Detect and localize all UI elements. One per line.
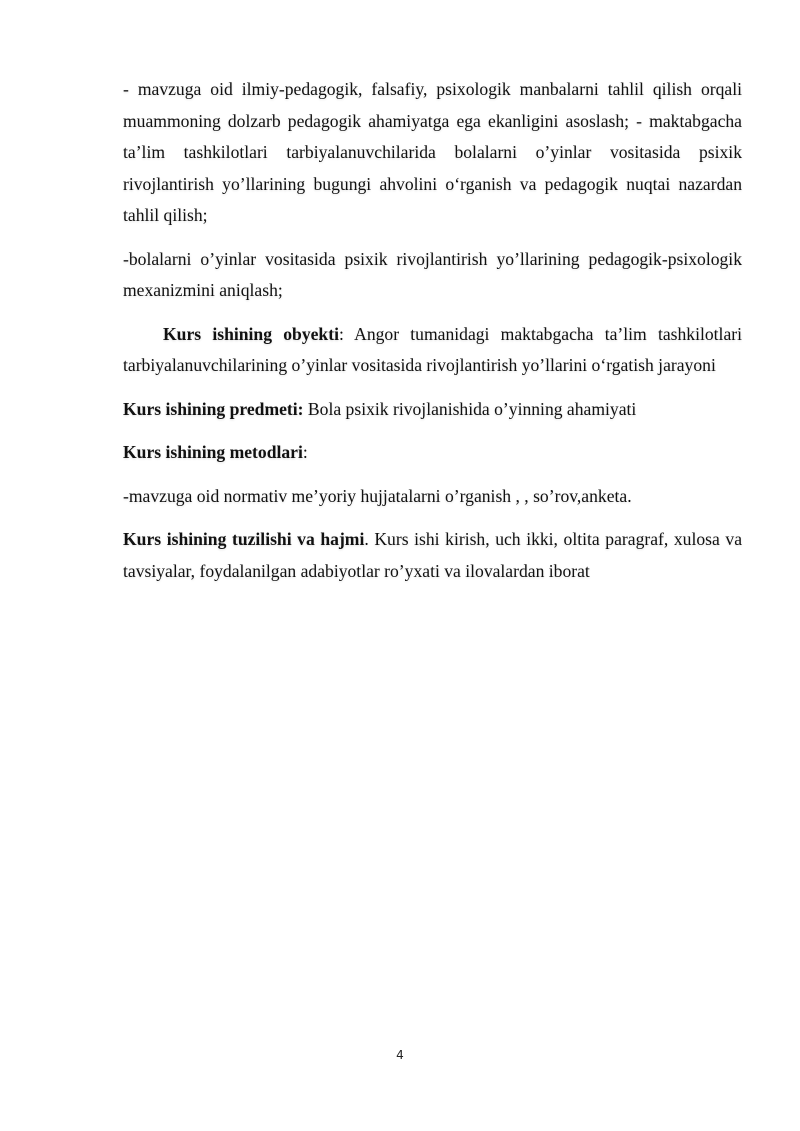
paragraph-text: . Kurs ishi kirish, uch ikki, oltita paragraf, xulosa va tavsiyalar, foydalanilgan adabiyotlar ro’yxati va ilovalardan iborat bbox=[123, 529, 742, 581]
paragraph-tasks-1 bbox=[123, 74, 742, 232]
paragraph-text: Bola psixik rivojlanishida o’yinning ahamiyati bbox=[303, 398, 637, 419]
paragraph-text: : Angor tumanidagi maktabgacha ta’lim tashkilotlari tarbiyalanuvchilarining o’yinlar vositasida rivojlantirish yo’llarini o‘rgatish jarayoni bbox=[123, 323, 742, 375]
paragraph-lead: Kurs ishining metodlari bbox=[123, 442, 303, 462]
paragraph-text: - mavzuga oid ilmiy-pedagogik, falsafiy, psixologik manbalarni tahlil qilish orqali muammoning dolzarb pedagogik ahamiyatga ega ekanligini asoslash; - maktabgacha ta’lim tashkilotlari tarbiyalanuvchilarida bolalarni o’yinlar vositasida psixik rivojlantirish yo’llarining bugungi ahvolini o‘rganish va pedagogik nuqtai nazardan tahlil qilish; bbox=[123, 79, 742, 225]
paragraph-methods bbox=[123, 481, 742, 513]
paragraph-text: -bolalarni o’yinlar vositasida psixik rivojlantirish yo’llarining pedagogik-psixologik mexanizmini aniqlash; bbox=[123, 248, 742, 300]
paragraph-lead: Kurs ishining obyekti bbox=[163, 323, 339, 344]
paragraph-text: -mavzuga oid normativ me’yoriy hujjatalarni o’rganish , , so’rov,anketa. bbox=[123, 485, 632, 506]
paragraph-object bbox=[123, 319, 742, 382]
paragraph-subject bbox=[123, 394, 742, 426]
paragraph-tasks-2 bbox=[123, 244, 742, 307]
paragraph-lead: Kurs ishining tuzilishi va hajmi bbox=[123, 529, 365, 549]
page-number: 4 bbox=[396, 1048, 404, 1062]
paragraph-structure bbox=[123, 524, 742, 587]
paragraph-text: : bbox=[302, 442, 308, 462]
document-body bbox=[123, 74, 742, 599]
paragraph-lead: Kurs ishining predmeti: bbox=[123, 398, 304, 419]
paragraph-methods-heading bbox=[123, 437, 742, 469]
